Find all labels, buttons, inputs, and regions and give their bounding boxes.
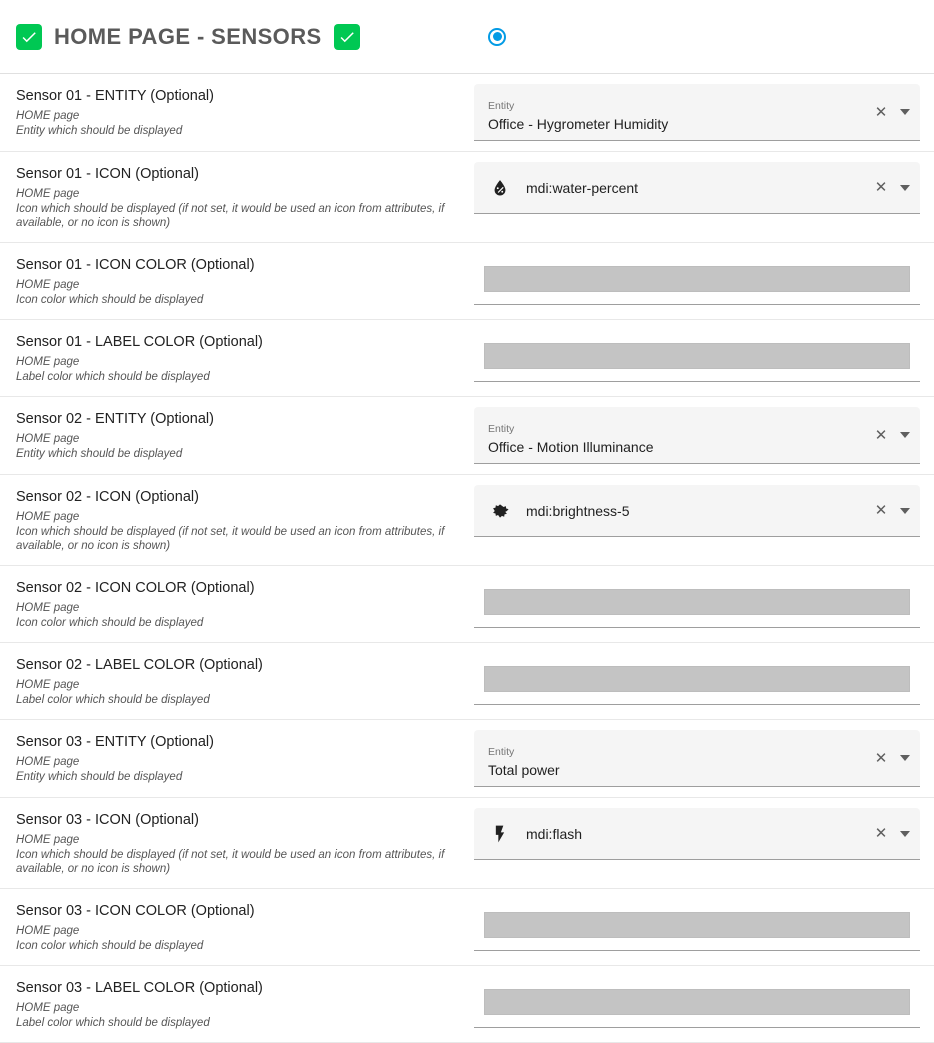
clear-icon[interactable]: ✕ [874, 103, 888, 121]
clear-icon[interactable]: ✕ [874, 749, 888, 767]
settings-row [0, 397, 934, 475]
header-checkbox-left[interactable] [16, 24, 42, 50]
color-picker[interactable] [474, 976, 920, 1028]
settings-row [0, 74, 934, 152]
setting-help-text: Entity which should be displayed [16, 125, 183, 137]
setting-page-label: HOME page [16, 356, 80, 368]
setting-description [0, 475, 474, 565]
setting-description [0, 566, 474, 642]
color-picker[interactable] [474, 253, 920, 305]
setting-description [0, 152, 474, 242]
setting-title: Sensor 02 - ENTITY (Optional) [16, 411, 214, 427]
setting-control [474, 74, 934, 151]
setting-description [0, 798, 474, 888]
setting-description [0, 74, 474, 150]
header-checkbox-right[interactable] [334, 24, 360, 50]
color-swatch[interactable] [484, 989, 910, 1015]
setting-help-text: Label color which should be displayed [16, 694, 210, 706]
field-actions [872, 749, 912, 767]
setting-description [0, 243, 474, 319]
setting-control [474, 152, 934, 224]
color-picker[interactable] [474, 899, 920, 951]
entity-picker[interactable] [474, 407, 920, 464]
icon-field-value[interactable]: mdi:water-percent [526, 179, 639, 196]
color-swatch[interactable] [484, 589, 910, 615]
setting-title: Sensor 02 - ICON (Optional) [16, 489, 199, 505]
setting-help-text: Label color which should be displayed [16, 1017, 210, 1029]
entity-field-label: Entity [488, 423, 515, 435]
entity-field-label: Entity [488, 746, 515, 758]
icon-field-value[interactable]: mdi:brightness-5 [526, 502, 630, 519]
color-swatch[interactable] [484, 666, 910, 692]
page-title: HOME PAGE - SENSORS [54, 23, 322, 49]
water-percent-icon [488, 178, 512, 198]
setting-page-label: HOME page [16, 433, 80, 445]
entity-field-value[interactable]: Office - Motion Illuminance [488, 439, 654, 455]
setting-title: Sensor 03 - LABEL COLOR (Optional) [16, 980, 263, 996]
setting-page-label: HOME page [16, 679, 80, 691]
chevron-down-icon[interactable] [900, 109, 910, 115]
setting-page-label: HOME page [16, 279, 80, 291]
setting-title: Sensor 03 - ICON (Optional) [16, 812, 199, 828]
chevron-down-icon[interactable] [900, 831, 910, 837]
clear-icon[interactable]: ✕ [874, 426, 888, 444]
settings-row [0, 566, 934, 643]
setting-control [474, 720, 934, 797]
settings-row [0, 320, 934, 397]
brightness-5-icon [488, 501, 512, 521]
field-actions [872, 502, 912, 520]
setting-help-text: Icon color which should be displayed [16, 940, 204, 952]
setting-help-text: Icon which should be displayed (if not set, it would be used an icon from attributes, if available, or no icon is shown) [16, 849, 445, 875]
section-header [0, 0, 934, 74]
entity-picker[interactable] [474, 730, 920, 787]
setting-title: Sensor 03 - ENTITY (Optional) [16, 734, 214, 750]
color-swatch[interactable] [484, 343, 910, 369]
setting-control [474, 475, 934, 547]
entity-field-label: Entity [488, 100, 515, 112]
setting-description [0, 966, 474, 1042]
setting-control [474, 566, 934, 638]
color-swatch[interactable] [484, 266, 910, 292]
color-swatch[interactable] [484, 912, 910, 938]
settings-row [0, 798, 934, 889]
settings-row [0, 152, 934, 243]
settings-row [0, 475, 934, 566]
settings-row [0, 243, 934, 320]
setting-page-label: HOME page [16, 1002, 80, 1014]
setting-control [474, 966, 934, 1038]
color-picker[interactable] [474, 576, 920, 628]
setting-title: Sensor 03 - ICON COLOR (Optional) [16, 903, 255, 919]
settings-row [0, 889, 934, 966]
setting-page-label: HOME page [16, 756, 80, 768]
entity-field-value[interactable]: Office - Hygrometer Humidity [488, 116, 669, 132]
setting-page-label: HOME page [16, 110, 80, 122]
setting-title: Sensor 01 - LABEL COLOR (Optional) [16, 334, 263, 350]
setting-title: Sensor 01 - ICON (Optional) [16, 166, 199, 182]
header-radio-button[interactable] [480, 20, 514, 54]
color-picker[interactable] [474, 330, 920, 382]
setting-help-text: Label color which should be displayed [16, 371, 210, 383]
setting-description [0, 320, 474, 396]
chevron-down-icon[interactable] [900, 755, 910, 761]
setting-title: Sensor 01 - ENTITY (Optional) [16, 88, 214, 104]
setting-help-text: Entity which should be displayed [16, 448, 183, 460]
setting-title: Sensor 02 - LABEL COLOR (Optional) [16, 657, 263, 673]
icon-field-value[interactable]: mdi:flash [526, 825, 583, 842]
flash-icon [488, 824, 512, 844]
setting-title: Sensor 01 - ICON COLOR (Optional) [16, 257, 255, 273]
setting-page-label: HOME page [16, 188, 80, 200]
icon-picker[interactable] [474, 485, 920, 537]
setting-control [474, 798, 934, 870]
setting-description [0, 889, 474, 965]
setting-page-label: HOME page [16, 511, 80, 523]
field-actions [872, 825, 912, 843]
settings-row [0, 966, 934, 1043]
setting-page-label: HOME page [16, 834, 80, 846]
setting-help-text: Entity which should be displayed [16, 771, 183, 783]
field-actions [872, 426, 912, 444]
clear-icon[interactable]: ✕ [874, 502, 888, 519]
setting-control [474, 320, 934, 392]
settings-row [0, 720, 934, 798]
setting-control [474, 889, 934, 961]
chevron-down-icon[interactable] [900, 508, 910, 514]
header-left-group [0, 24, 360, 50]
clear-icon[interactable]: ✕ [874, 179, 888, 196]
setting-description [0, 720, 474, 796]
setting-description [0, 397, 474, 473]
clear-icon[interactable]: ✕ [874, 825, 888, 842]
field-actions [872, 179, 912, 197]
icon-picker[interactable] [474, 808, 920, 860]
icon-picker[interactable] [474, 162, 920, 214]
setting-control [474, 397, 934, 474]
radio-outer-icon [488, 28, 506, 46]
chevron-down-icon[interactable] [900, 185, 910, 191]
setting-control [474, 643, 934, 715]
settings-rows [0, 74, 934, 1043]
setting-title: Sensor 02 - ICON COLOR (Optional) [16, 580, 255, 596]
color-picker[interactable] [474, 653, 920, 705]
field-actions [872, 103, 912, 121]
setting-help-text: Icon which should be displayed (if not set, it would be used an icon from attributes, if available, or no icon is shown) [16, 203, 445, 229]
radio-inner-icon [493, 32, 502, 41]
setting-help-text: Icon which should be displayed (if not set, it would be used an icon from attributes, if available, or no icon is shown) [16, 526, 445, 552]
entity-picker[interactable] [474, 84, 920, 141]
setting-page-label: HOME page [16, 925, 80, 937]
settings-row [0, 643, 934, 720]
setting-description [0, 643, 474, 719]
setting-help-text: Icon color which should be displayed [16, 617, 204, 629]
chevron-down-icon[interactable] [900, 432, 910, 438]
setting-page-label: HOME page [16, 602, 80, 614]
setting-control [474, 243, 934, 315]
entity-field-value[interactable]: Total power [488, 762, 560, 778]
setting-help-text: Icon color which should be displayed [16, 294, 204, 306]
